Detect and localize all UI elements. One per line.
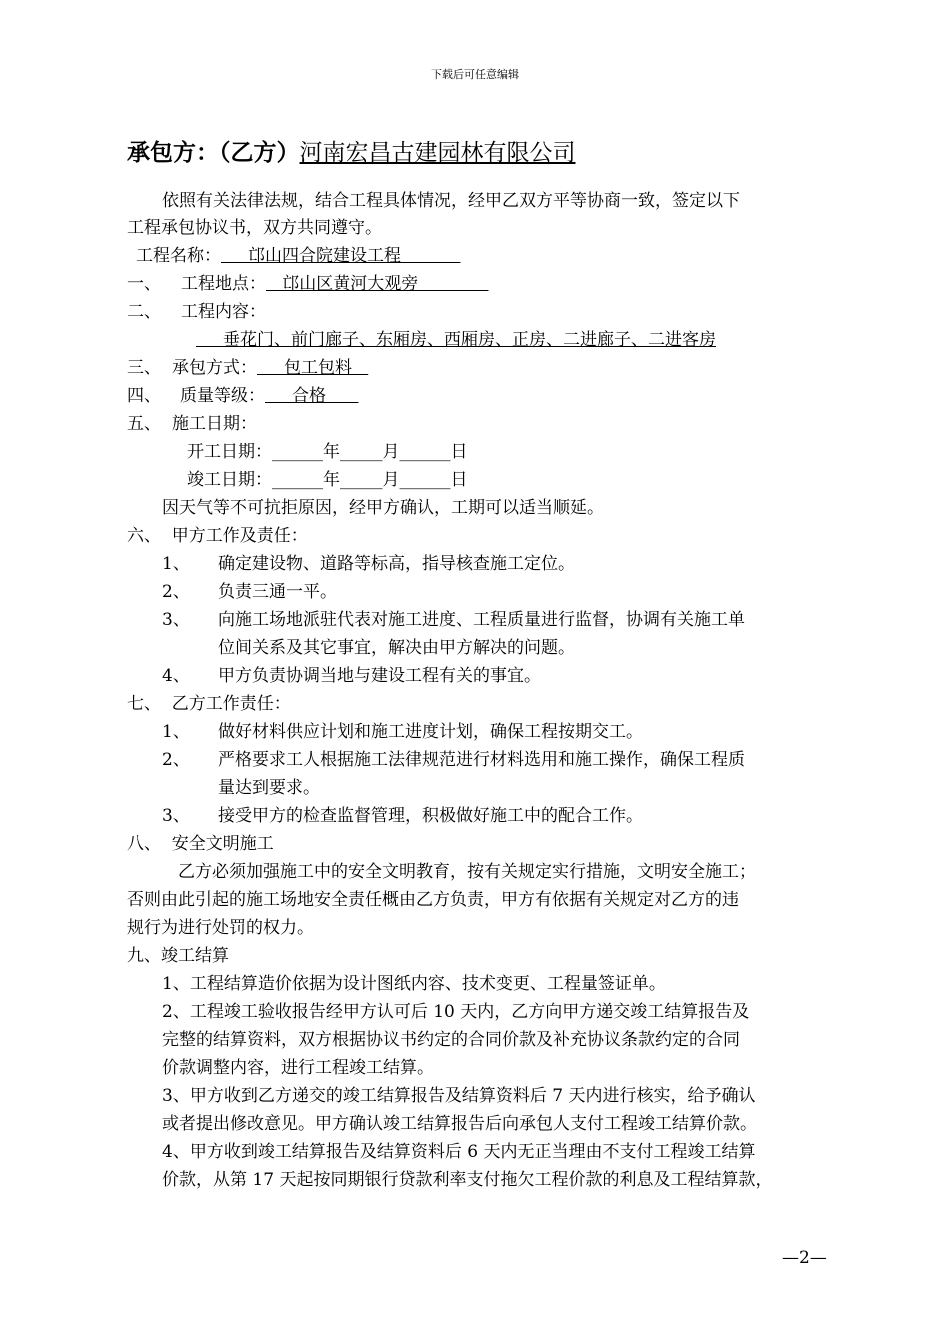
s9-item-2-line-1: 2、工程竣工验收报告经甲方认可后 10 天内，乙方向甲方递交竣工结算报告及 [162, 1002, 750, 1022]
s7-item-2-line-1: 严格要求工人根据施工法律规范进行材料选用和施工操作，确保工程质 [218, 750, 745, 770]
section-8-heading: 八、 安全文明施工 [127, 834, 274, 854]
location-label: 工程地点： [181, 274, 266, 294]
location-value: 邙山区黄河大观旁 [266, 274, 489, 294]
page-number: —2— [782, 1248, 827, 1268]
s9-item-2-line-2: 完整的结算资料，双方根据协议书约定的合同价款及补充协议条款约定的合同 [162, 1030, 740, 1050]
project-name [136, 244, 460, 268]
section-6-heading: 六、 甲方工作及责任： [127, 526, 308, 546]
s7-item-2-line-2: 量达到要求。 [218, 778, 320, 798]
contractor-label: 承包方：（乙方） [127, 139, 300, 166]
s6-item-3-line-1: 向施工场地派驻代表对施工进度、工程质量进行监督，协调有关施工单 [218, 610, 745, 630]
s9-item-2-line-3: 价款调整内容，进行工程竣工结算。 [162, 1058, 434, 1078]
s6-item-1-num: 1、 [162, 554, 190, 574]
section-5-label: 施工日期： [172, 414, 257, 434]
start-date: 开工日期：______年_____月______日 [187, 442, 468, 462]
s6-item-2-num: 2、 [162, 582, 190, 602]
s9-item-4-line-2: 价款，从第 17 天起按同期银行贷款利率支付拖欠工程价款的利息及工程结算款， [162, 1170, 773, 1190]
section-2-label: 工程内容： [181, 302, 266, 322]
page-header: 下载后可任意编辑 [431, 68, 519, 81]
s7-item-2-num: 2、 [162, 750, 190, 770]
s7-item-1: 做好材料供应计划和施工进度计划，确保工程按期交工。 [218, 722, 643, 742]
s9-item-3-line-1: 3、甲方收到乙方递交的竣工结算报告及结算资料后 7 天内进行核实，给予确认 [162, 1086, 756, 1106]
section-1-num: 一、 [127, 274, 161, 294]
section-3-contract-mode [172, 356, 368, 380]
quality-value: 合格 [265, 386, 359, 406]
project-name-label: 工程名称： [136, 246, 221, 266]
s8-line-3: 规行为进行处罚的权力。 [127, 918, 314, 938]
contractor-title [127, 134, 576, 167]
s8-line-2: 否则由此引起的施工场地安全责任概由乙方负责，甲方有依据有关规定对乙方的违 [127, 890, 739, 910]
s7-item-3: 接受甲方的检查监督管理，积极做好施工中的配合工作。 [218, 806, 643, 826]
section-1-location [181, 272, 488, 296]
s8-line-1: 乙方必须加强施工中的安全文明教育，按有关规定实行措施，文明安全施工； [178, 862, 756, 882]
s9-item-3-line-2: 或者提出修改意见。甲方确认竣工结算报告后向承包人支付工程竣工结算价款。 [162, 1114, 757, 1134]
end-date: 竣工日期：______年_____月______日 [187, 470, 468, 490]
scope-value: 垂花门、前门廊子、东厢房、西厢房、正房、二进廊子、二进客房 [196, 330, 717, 350]
section-5-num: 五、 [127, 414, 161, 434]
contract-mode-value: 包工包料 [257, 358, 369, 378]
s6-item-1: 确定建设物、道路等标高，指导核查施工定位。 [218, 554, 575, 574]
project-name-value: 邙山四合院建设工程 [221, 246, 461, 266]
s7-item-3-num: 3、 [162, 806, 190, 826]
contractor-company: 河南宏昌古建园林有限公司 [299, 140, 576, 166]
intro-line-2: 工程承包协议书，双方共同遵守。 [127, 218, 382, 238]
section-7-heading: 七、 乙方工作责任： [127, 694, 291, 714]
s9-item-4-line-1: 4、甲方收到竣工结算报告及结算资料后 6 天内无正当理由不支付工程竣工结算 [162, 1142, 756, 1162]
s6-item-2: 负责三通一平。 [218, 582, 337, 602]
s6-item-4: 甲方负责协调当地与建设工程有关的事宜。 [218, 666, 541, 686]
section-4-num: 四、 [127, 386, 161, 406]
s6-item-4-num: 4、 [162, 666, 190, 686]
section-3-num: 三、 [127, 358, 161, 378]
s6-item-3-num: 3、 [162, 610, 190, 630]
delay-clause: 因天气等不可抗拒原因，经甲方确认，工期可以适当顺延。 [162, 498, 604, 518]
section-2-num: 二、 [127, 302, 161, 322]
s9-item-1: 1、工程结算造价依据为设计图纸内容、技术变更、工程量签证单。 [162, 974, 666, 994]
s7-item-1-num: 1、 [162, 722, 190, 742]
contract-mode-label: 承包方式： [172, 358, 257, 378]
section-9-heading: 九、竣工结算 [127, 946, 229, 966]
section-4-quality [180, 384, 358, 408]
intro-line-1: 依照有关法律法规，结合工程具体情况，经甲乙双方平等协商一致，签定以下 [162, 191, 740, 211]
s6-item-3-line-2: 位间关系及其它事宜，解决由甲方解决的问题。 [218, 638, 575, 658]
quality-label: 质量等级： [180, 386, 265, 406]
